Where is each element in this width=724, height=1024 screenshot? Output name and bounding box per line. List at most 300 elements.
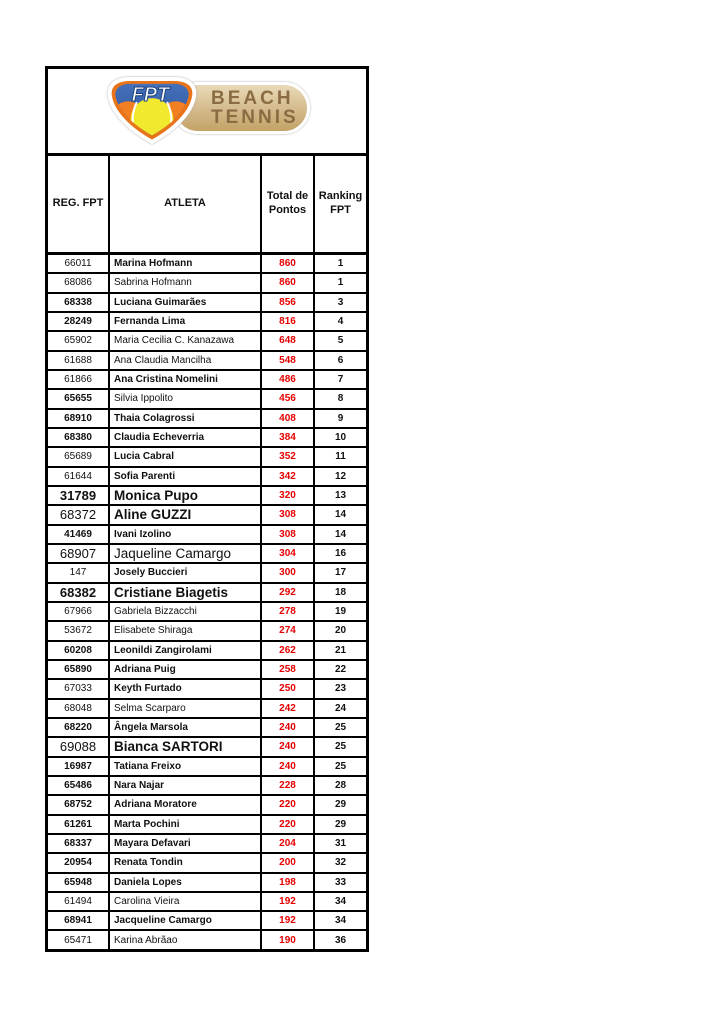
- athlete-name: Carolina Vieira: [114, 895, 180, 907]
- points-cell: [262, 526, 315, 543]
- points-cell: [262, 912, 315, 929]
- athlete-name: Ana Claudia Mancilha: [114, 354, 212, 366]
- points-value: 198: [279, 876, 296, 888]
- points-value: 192: [279, 895, 296, 907]
- ranking-cell: [315, 854, 366, 871]
- points-value: 240: [279, 760, 296, 772]
- athlete-cell: [110, 777, 262, 794]
- table-row: [48, 408, 366, 427]
- athlete-name: Adriana Puig: [114, 664, 176, 676]
- ranking-cell: [315, 835, 366, 852]
- table-row: [48, 311, 366, 330]
- points-cell: [262, 738, 315, 755]
- reg-cell: [48, 661, 110, 678]
- athlete-name: Renata Tondin: [114, 857, 183, 869]
- table-row: [48, 910, 366, 929]
- athlete-cell: [110, 738, 262, 755]
- athlete-cell: [110, 332, 262, 349]
- ranking-cell: [315, 874, 366, 891]
- ranking-value: 33: [334, 876, 347, 888]
- table-row: [48, 292, 366, 311]
- athlete-name: Jacqueline Camargo: [114, 915, 212, 927]
- table-row: [48, 582, 366, 601]
- reg-number: 61261: [64, 818, 92, 830]
- table-row: [48, 255, 366, 272]
- athlete-cell: [110, 274, 262, 291]
- points-cell: [262, 874, 315, 891]
- banner-text-tennis: TENNIS: [211, 107, 299, 128]
- ranking-cell: [315, 564, 366, 581]
- reg-number: 31789: [59, 488, 97, 504]
- ranking-cell: [315, 816, 366, 833]
- athlete-cell: [110, 680, 262, 697]
- reg-cell: [48, 835, 110, 852]
- athlete-name: Marta Pochini: [114, 818, 180, 830]
- athlete-name: Daniela Lopes: [114, 876, 182, 888]
- points-cell: [262, 603, 315, 620]
- points-value: 308: [279, 509, 296, 521]
- reg-cell: [48, 410, 110, 427]
- reg-cell: [48, 255, 110, 272]
- ranking-value: 29: [334, 818, 347, 830]
- athlete-cell: [110, 487, 262, 504]
- reg-cell: [48, 854, 110, 871]
- table-row: [48, 929, 366, 948]
- reg-cell: [48, 622, 110, 639]
- athlete-cell: [110, 352, 262, 369]
- ranking-cell: [315, 700, 366, 717]
- reg-cell: [48, 564, 110, 581]
- points-cell: [262, 854, 315, 871]
- athlete-name: Ângela Marsola: [114, 722, 188, 734]
- reg-number: 61866: [64, 374, 92, 386]
- reg-number: 68048: [64, 702, 92, 714]
- reg-cell: [48, 777, 110, 794]
- points-cell: [262, 564, 315, 581]
- athlete-name: Monica Pupo: [114, 488, 198, 504]
- table-row: [48, 350, 366, 369]
- points-value: 548: [279, 354, 296, 366]
- ranking-cell: [315, 603, 366, 620]
- points-cell: [262, 506, 315, 523]
- reg-number: 65890: [64, 664, 92, 676]
- header-ranking-fpt: Ranking FPT: [318, 190, 363, 216]
- table-row: [48, 601, 366, 620]
- reg-cell: [48, 294, 110, 311]
- points-cell: [262, 410, 315, 427]
- athlete-cell: [110, 390, 262, 407]
- athlete-name: Karina Abrãao: [114, 934, 178, 946]
- athlete-cell: [110, 545, 262, 562]
- points-value: 320: [279, 490, 296, 502]
- points-value: 456: [279, 393, 296, 405]
- reg-number: 68752: [64, 799, 92, 811]
- reg-cell: [48, 526, 110, 543]
- points-cell: [262, 487, 315, 504]
- ranking-value: 34: [334, 915, 347, 927]
- ranking-cell: [315, 487, 366, 504]
- points-cell: [262, 816, 315, 833]
- ranking-cell: [315, 410, 366, 427]
- athlete-cell: [110, 448, 262, 465]
- ranking-cell: [315, 468, 366, 485]
- table-row: [48, 698, 366, 717]
- reg-number: 60208: [64, 644, 92, 656]
- athlete-cell: [110, 468, 262, 485]
- points-cell: [262, 835, 315, 852]
- athlete-cell: [110, 506, 262, 523]
- reg-number: 53672: [64, 625, 92, 637]
- reg-cell: [48, 680, 110, 697]
- ranking-cell: [315, 255, 366, 272]
- reg-cell: [48, 371, 110, 388]
- ranking-cell: [315, 777, 366, 794]
- points-value: 384: [279, 432, 296, 444]
- athlete-name: Leonildi Zangirolami: [114, 644, 212, 656]
- points-value: 228: [279, 780, 296, 792]
- points-cell: [262, 429, 315, 446]
- table-row: [48, 524, 366, 543]
- table-row: [48, 620, 366, 639]
- athlete-name: Aline GUZZI: [114, 507, 192, 523]
- points-cell: [262, 468, 315, 485]
- reg-cell: [48, 332, 110, 349]
- athlete-cell: [110, 622, 262, 639]
- ranking-value: 14: [334, 509, 347, 521]
- reg-number: 16987: [64, 760, 92, 772]
- athlete-cell: [110, 893, 262, 910]
- athlete-name: Claudia Echeverria: [114, 432, 205, 444]
- ranking-value: 25: [334, 760, 347, 772]
- reg-number: 69088: [59, 739, 97, 755]
- points-cell: [262, 777, 315, 794]
- ranking-cell: [315, 893, 366, 910]
- ranking-value: 25: [334, 741, 347, 753]
- athlete-name: Jaqueline Camargo: [114, 546, 232, 562]
- table-row: [48, 872, 366, 891]
- reg-cell: [48, 487, 110, 504]
- points-value: 856: [279, 296, 296, 308]
- ranking-cell: [315, 429, 366, 446]
- points-value: 304: [279, 548, 296, 560]
- reg-cell: [48, 313, 110, 330]
- reg-number: 61688: [64, 354, 92, 366]
- points-value: 240: [279, 722, 296, 734]
- points-value: 220: [279, 799, 296, 811]
- athlete-name: Fernanda Lima: [114, 316, 186, 328]
- reg-cell: [48, 429, 110, 446]
- ranking-cell: [315, 526, 366, 543]
- ranking-cell: [315, 545, 366, 562]
- reg-number: 68941: [64, 915, 92, 927]
- table-row: [48, 891, 366, 910]
- points-value: 292: [279, 586, 296, 598]
- table-row: [48, 272, 366, 291]
- table-row: [48, 736, 366, 755]
- athlete-cell: [110, 835, 262, 852]
- points-value: 262: [279, 644, 296, 656]
- ranking-value: 29: [334, 799, 347, 811]
- ranking-cell: [315, 622, 366, 639]
- ranking-cell: [315, 912, 366, 929]
- ranking-cell: [315, 390, 366, 407]
- ranking-cell: [315, 758, 366, 775]
- reg-cell: [48, 584, 110, 601]
- points-cell: [262, 294, 315, 311]
- points-value: 308: [279, 528, 296, 540]
- points-value: 860: [279, 258, 296, 270]
- ranking-value: 34: [334, 895, 347, 907]
- points-cell: [262, 642, 315, 659]
- table-row: [48, 388, 366, 407]
- table-row: [48, 446, 366, 465]
- points-value: 352: [279, 451, 296, 463]
- ranking-value: 10: [334, 432, 347, 444]
- reg-number: 65655: [64, 393, 92, 405]
- table-row: [48, 717, 366, 736]
- ranking-cell: [315, 738, 366, 755]
- fpt-logo-text: FPT: [131, 84, 170, 107]
- ranking-cell: [315, 332, 366, 349]
- athlete-name: Luciana Guimarães: [114, 296, 207, 308]
- athlete-name: Selma Scarparo: [114, 702, 186, 714]
- reg-number: 41469: [64, 528, 92, 540]
- points-cell: [262, 255, 315, 272]
- athlete-cell: [110, 931, 262, 948]
- ranking-cell: [315, 352, 366, 369]
- ranking-value: 21: [334, 644, 347, 656]
- ranking-cell: [315, 371, 366, 388]
- athlete-cell: [110, 584, 262, 601]
- ranking-value: 36: [334, 934, 347, 946]
- ranking-value: 16: [334, 548, 347, 560]
- fpt-ranking-table: [45, 66, 369, 952]
- reg-number: 61494: [64, 895, 92, 907]
- athlete-cell: [110, 700, 262, 717]
- reg-number: 68086: [64, 277, 92, 289]
- athlete-cell: [110, 371, 262, 388]
- reg-number: 68907: [59, 546, 97, 562]
- table-body: [48, 255, 366, 949]
- athlete-name: Tatiana Freixo: [114, 760, 182, 772]
- ranking-cell: [315, 931, 366, 948]
- ranking-value: 3: [337, 296, 344, 308]
- table-row: [48, 814, 366, 833]
- header-atleta: ATLETA: [110, 156, 262, 252]
- ranking-value: 19: [334, 606, 347, 618]
- points-cell: [262, 332, 315, 349]
- athlete-name: Thaia Colagrossi: [114, 412, 195, 424]
- table-row: [48, 427, 366, 446]
- table-row: [48, 833, 366, 852]
- ranking-value: 13: [334, 490, 347, 502]
- reg-cell: [48, 931, 110, 948]
- athlete-name: Sabrina Hofmann: [114, 277, 192, 289]
- reg-number: 68338: [64, 296, 92, 308]
- ranking-cell: [315, 294, 366, 311]
- points-value: 240: [279, 741, 296, 753]
- fpt-shield-icon: [102, 75, 202, 145]
- ranking-cell: [315, 584, 366, 601]
- points-value: 300: [279, 567, 296, 579]
- reg-cell: [48, 796, 110, 813]
- ranking-value: 32: [334, 857, 347, 869]
- points-cell: [262, 796, 315, 813]
- reg-number: 67033: [64, 683, 92, 695]
- reg-number: 68380: [64, 432, 92, 444]
- athlete-cell: [110, 796, 262, 813]
- ranking-value: 31: [334, 838, 347, 849]
- points-cell: [262, 700, 315, 717]
- athlete-name: Elisabete Shiraga: [114, 625, 193, 637]
- ranking-value: 6: [337, 354, 344, 366]
- points-cell: [262, 680, 315, 697]
- ranking-cell: [315, 274, 366, 291]
- ranking-value: 24: [334, 702, 347, 714]
- points-value: 192: [279, 915, 296, 927]
- reg-number: 65471: [64, 934, 92, 946]
- points-value: 278: [279, 606, 296, 618]
- reg-number: 65689: [64, 451, 92, 463]
- table-row: [48, 678, 366, 697]
- athlete-cell: [110, 603, 262, 620]
- table-row: [48, 485, 366, 504]
- athlete-name: Gabriela Bizzacchi: [114, 606, 197, 618]
- ranking-value: 22: [334, 664, 347, 676]
- reg-cell: [48, 758, 110, 775]
- points-cell: [262, 371, 315, 388]
- ranking-cell: [315, 796, 366, 813]
- points-cell: [262, 274, 315, 291]
- reg-cell: [48, 719, 110, 736]
- header-total-pontos: Total de Pontos: [262, 156, 315, 252]
- ranking-cell: [315, 313, 366, 330]
- athlete-name: Ana Cristina Nomelini: [114, 374, 218, 386]
- table-row: [48, 504, 366, 523]
- athlete-name: Cristiane Biagetis: [114, 584, 229, 600]
- reg-number: 65902: [64, 335, 92, 347]
- athlete-cell: [110, 294, 262, 311]
- athlete-name: Mayara Defavari: [114, 838, 191, 849]
- athlete-cell: [110, 854, 262, 871]
- athlete-cell: [110, 642, 262, 659]
- athlete-name: Silvia Ippolito: [114, 393, 173, 405]
- reg-cell: [48, 700, 110, 717]
- ranking-value: 17: [334, 567, 347, 579]
- ranking-value: 28: [334, 780, 347, 792]
- ranking-cell: [315, 448, 366, 465]
- reg-cell: [48, 390, 110, 407]
- athlete-name: Sofia Parenti: [114, 470, 176, 482]
- ranking-cell: [315, 680, 366, 697]
- reg-cell: [48, 603, 110, 620]
- points-value: 816: [279, 316, 296, 328]
- points-cell: [262, 352, 315, 369]
- ranking-value: 14: [334, 528, 347, 540]
- points-cell: [262, 313, 315, 330]
- reg-cell: [48, 816, 110, 833]
- athlete-cell: [110, 912, 262, 929]
- ranking-cell: [315, 642, 366, 659]
- athlete-name: Marina Hofmann: [114, 258, 193, 270]
- points-cell: [262, 448, 315, 465]
- points-cell: [262, 661, 315, 678]
- reg-number: 68382: [59, 584, 97, 600]
- ranking-cell: [315, 661, 366, 678]
- points-cell: [262, 931, 315, 948]
- athlete-name: Josely Buccieri: [114, 567, 188, 579]
- points-cell: [262, 545, 315, 562]
- table-row: [48, 369, 366, 388]
- points-value: 220: [279, 818, 296, 830]
- points-cell: [262, 893, 315, 910]
- table-row: [48, 659, 366, 678]
- athlete-cell: [110, 719, 262, 736]
- header-reg-fpt: REG. FPT: [48, 156, 110, 252]
- athlete-cell: [110, 410, 262, 427]
- athlete-name: Keyth Furtado: [114, 683, 182, 695]
- reg-number: 68337: [64, 838, 92, 849]
- ranking-cell: [315, 719, 366, 736]
- reg-number: 66011: [64, 258, 92, 270]
- ranking-value: 9: [337, 412, 344, 424]
- athlete-cell: [110, 255, 262, 272]
- points-cell: [262, 584, 315, 601]
- points-value: 648: [279, 335, 296, 347]
- points-value: 204: [279, 838, 296, 849]
- points-cell: [262, 622, 315, 639]
- ranking-value: 20: [334, 625, 347, 637]
- athlete-name: Nara Najar: [114, 780, 165, 792]
- reg-number: 67966: [64, 606, 92, 618]
- reg-cell: [48, 448, 110, 465]
- table-row: [48, 330, 366, 349]
- athlete-name: Adriana Moratore: [114, 799, 197, 811]
- table-row: [48, 852, 366, 871]
- table-row: [48, 562, 366, 581]
- athlete-cell: [110, 526, 262, 543]
- reg-cell: [48, 545, 110, 562]
- reg-number: 20954: [64, 857, 92, 869]
- table-header-row: [48, 156, 366, 255]
- ranking-value: 11: [335, 451, 346, 463]
- table-row: [48, 756, 366, 775]
- reg-number: 61644: [64, 470, 92, 482]
- points-cell: [262, 719, 315, 736]
- athlete-cell: [110, 429, 262, 446]
- athlete-name: Ivani Izolino: [114, 528, 172, 540]
- reg-number: 68220: [64, 722, 92, 734]
- table-row: [48, 543, 366, 562]
- reg-number: 147: [69, 567, 87, 579]
- athlete-name: Maria Cecilia C. Kanazawa: [114, 335, 235, 347]
- points-cell: [262, 390, 315, 407]
- points-value: 274: [279, 625, 296, 637]
- ranking-value: 12: [334, 470, 347, 482]
- athlete-name: Bianca SARTORI: [114, 739, 223, 755]
- ranking-value: 4: [337, 316, 344, 328]
- ranking-value: 1: [337, 277, 344, 289]
- ranking-value: 5: [337, 335, 344, 347]
- ranking-cell: [315, 506, 366, 523]
- points-cell: [262, 758, 315, 775]
- athlete-cell: [110, 816, 262, 833]
- ranking-value: 8: [337, 393, 344, 405]
- banner-text-beach: BEACH: [211, 87, 294, 109]
- points-value: 200: [279, 857, 296, 869]
- ranking-value: 25: [334, 722, 347, 734]
- reg-cell: [48, 506, 110, 523]
